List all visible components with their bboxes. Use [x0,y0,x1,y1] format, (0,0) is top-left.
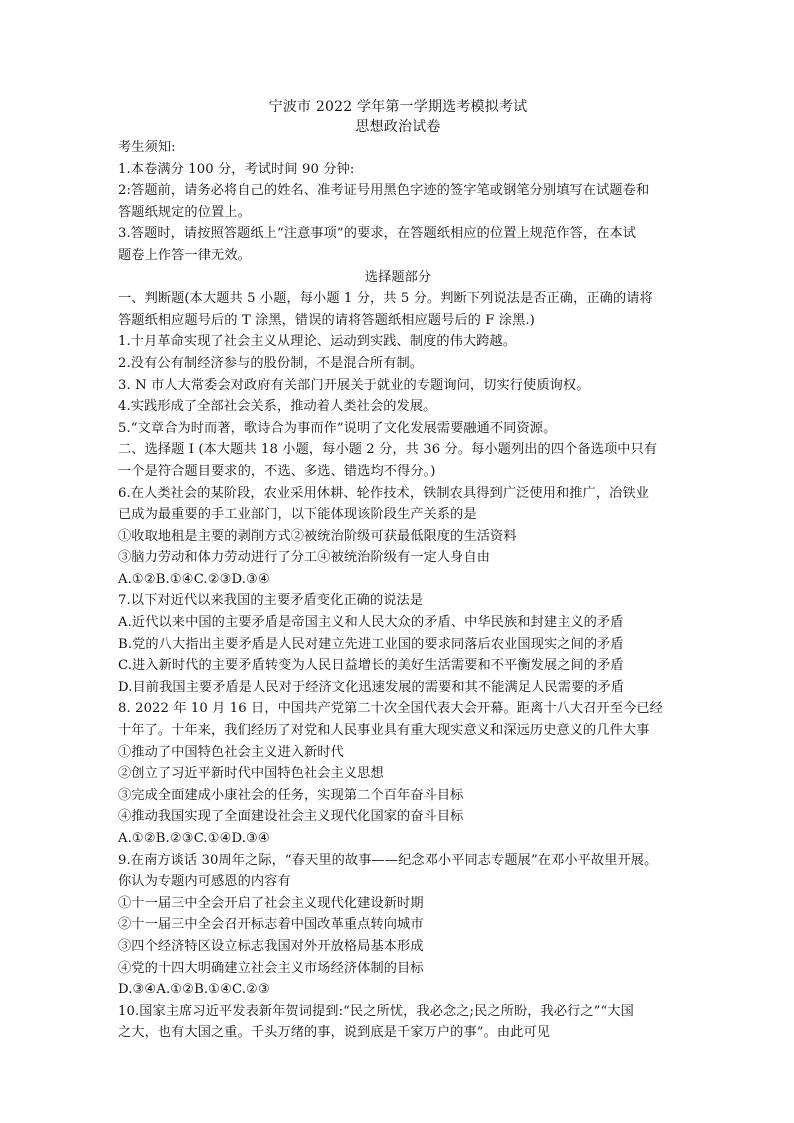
question-8-line: 十年了。十年来，我们经历了对党和人民事业具有重大现实意义和深远历史意义的几件大事 [118,723,650,739]
question-6-options: A.①②B.①④C.②③D.③④ [118,571,270,587]
question-7-option: B.党的八大指出主要矛盾是人民对建立先进工业国的要求同落后农业国现实之间的矛盾 [118,636,624,652]
question-8-line: 8. 2022 年 10 月 16 日，中国共产党第二十次全国代表大会开幕。距离十八大召开至今已经 [118,701,663,717]
judgment-item: 3. N 市人大常委会对政府有关部门开展关于就业的专题询问，切实行使质询权。 [118,377,590,393]
exam-page [118,97,678,1044]
question-8-line: ①推动了中国特色社会主义进入新时代 [118,744,344,760]
question-6-line: 已成为最重要的手工业部门，以下能体现该阶段生产关系的是 [118,507,477,523]
question-6-line: 6.在人类社会的某阶段，农业采用休耕、轮作技术，铁制农具得到广泛使用和推广，冶铁业 [118,485,649,501]
question-8-line: ②创立了习近平新时代中国特色社会主义思想 [118,766,384,782]
part2-instructions: 一个是符合题目要求的，不选、多选、错选均不得分。) [118,463,436,479]
judgment-item: 5.“文章合为时而著，歌诗合为事而作”说明了文化发展需要融通不同资源。 [118,420,557,436]
question-6-line: ③脑力劳动和体力劳动进行了分工④被统治阶级有一定人身自由 [118,550,491,566]
question-7-option: C.进入新时代的主要矛盾转变为人民日益增长的美好生活需要和不平衡发展之间的矛盾 [118,658,624,674]
question-9-line: ①十一届三中全会开启了社会主义现代化建设新时期 [118,895,424,911]
question-8-options: A.①②B.②③C.①④D.③④ [118,831,270,846]
notice-line: 答题纸规定的位置上。 [118,204,251,220]
part1-instructions: 答题纸相应题号后的 T 涂黑，错误的请将答题纸相应题号后的 F 涂黑.) [118,312,535,328]
question-9-line: ③四个经济特区设立标志我国对外开放格局基本形成 [118,938,424,954]
question-9-line: 你认为专题内可感恩的内容有 [118,874,291,890]
judgment-item: 4.实践形成了全部社会关系，推动着人类社会的发展。 [118,399,437,415]
notice-line: 题卷上作答一律无效。 [118,247,251,263]
question-7-line: 7.以下对近代以来我国的主要矛盾变化正确的说法是 [118,593,424,609]
question-9-line: 9.在南方谈话 30周年之际，“春天里的故事——纪念邓小平同志专题展”在邓小平故里开展。 [118,852,658,868]
question-7-option: D.目前我国主要矛盾是人民对于经济文化迅速发展的需要和其不能满足人民需要的矛盾 [118,679,625,695]
exam-title: 宁波市 2022 学年第一学期选考模拟考试 [268,99,528,115]
question-10-line: 之大，也有大国之重。千头万绪的事，说到底是千家万户的事”。由此可见 [118,1025,551,1041]
part2-instructions: 二、选择题 I (本大题共 18 小题，每小题 2 分，共 36 分。每小题列出的四个备选项中只有 [118,442,658,458]
question-8-line: ④推动我国实现了全面建设社会主义现代化国家的奋斗目标 [118,809,464,825]
judgment-item: 2.没有公有制经济参与的股份制，不是混合所有制。 [118,355,424,371]
notice-line: 2:答题前，请务必将自己的姓名、准考证号用黑色字迹的签字笔或钢笔分别填写在试题卷和 [118,183,650,199]
question-10-line: 10.国家主席习近平发表新年贺词提到:“民之所忧，我必念之;民之所盼，我必行之”“大国 [118,1003,634,1019]
question-9-options: D.③④A.①②B.①④C.②③ [118,982,270,998]
section-title: 选择题部分 [364,269,432,285]
notice-heading: 考生须知: [118,140,176,155]
exam-subtitle: 思想政治试卷 [355,119,441,135]
notice-line: 1.本卷满分 100 分，考试时间 90 分钟: [118,161,355,177]
judgment-item: 1.十月革命实现了社会主义从理论、运动到实践、制度的伟大跨越。 [118,334,517,350]
part1-instructions: 一、判断题(本大题共 5 小题，每小题 1 分，共 5 分。判断下列说法是否正确，正确的请将 [118,291,653,307]
question-7-option: A.近代以来中国的主要矛盾是帝国主义和人民大众的矛盾、中华民族和封建主义的矛盾 [118,615,624,631]
question-9-line: ④党的十四大明确建立社会主义市场经济体制的目标 [118,960,424,976]
question-6-line: ①收取地租是主要的剥削方式②被统治阶级可获最低限度的生活资料 [118,528,517,544]
question-9-line: ②十一届三中全会召开标志着中国改革重点转向城市 [118,917,424,933]
question-8-line: ③完成全面建成小康社会的任务，实现第二个百年奋斗目标 [118,787,464,803]
notice-line: 3.答题时，请按照答题纸上“注意事项”的要求，在答题纸相应的位置上规范作答，在本试 [118,226,637,242]
